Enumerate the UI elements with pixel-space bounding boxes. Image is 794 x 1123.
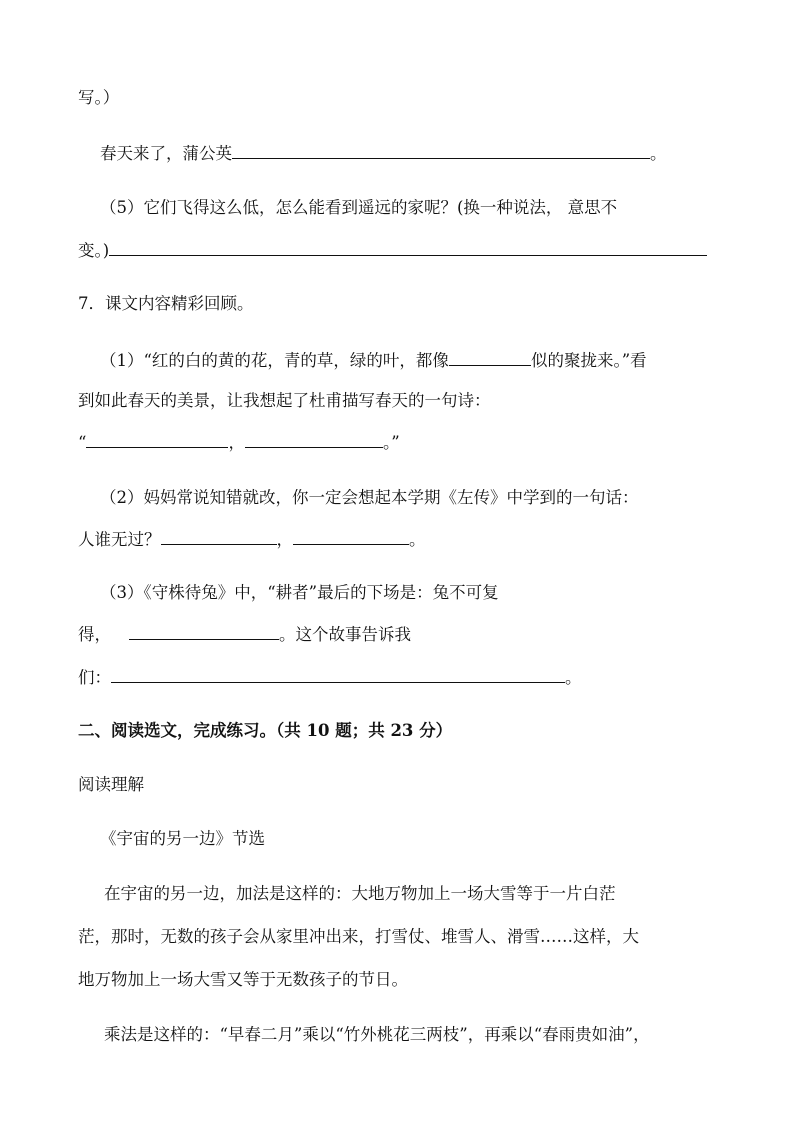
period: 。: [565, 668, 582, 687]
q7-item-3-text: 得，: [78, 625, 111, 644]
q7-item-1-line-3: [78, 432, 400, 454]
passage-paragraph-2-line-1: 乘法是这样的：“早春二月”乘以“竹外桃花三两枝”，再乘以“春雨贵如油”，: [104, 1025, 650, 1044]
answer-blank[interactable]: [245, 432, 383, 448]
period: 。: [409, 530, 426, 549]
passage-paragraph-1-line-2: 茫，那时，无数的孩子会从家里冲出来，打雪仗、堆雪人、滑雪……这样，大: [78, 927, 639, 946]
answer-blank[interactable]: [129, 624, 279, 640]
close-quote: 。”: [382, 433, 400, 452]
q7-item-3-line-3: [78, 667, 582, 689]
q7-item-3-line-1: （3）《守株待兔》中，“耕者”最后的下场是：兔不可复: [100, 583, 499, 602]
q7-item-1-line-2: 到如此春天的美景，让我想起了杜甫描写春天的一句诗：: [78, 391, 491, 410]
q6-line-2: [100, 143, 667, 165]
passage-paragraph-1-line-1: 在宇宙的另一边，加法是这样的：大地万物加上一场大雪等于一片白茫: [104, 884, 616, 903]
answer-blank[interactable]: [232, 143, 650, 159]
q6-line-1: 写。）: [78, 88, 120, 107]
section-heading: 二、阅读选文，完成练习。（共 10 题；共 23 分）: [78, 721, 453, 740]
answer-blank[interactable]: [161, 529, 277, 545]
q6-item-5-answer: [78, 240, 707, 262]
passage-title: 《宇宙的另一边》节选: [100, 829, 265, 848]
q7-item-2-line-1: （2）妈妈常说知错就改，你一定会想起本学期《左传》中学到的一句话：: [100, 488, 639, 507]
q6-item-5: （5）它们飞得这么低，怎么能看到遥远的家呢？(换一种说法， 意思不: [100, 198, 618, 217]
comma: ，: [228, 433, 245, 452]
q6-item-5-text: 变。): [78, 241, 110, 260]
q7-item-1-line-1: [100, 350, 647, 372]
answer-blank[interactable]: [86, 432, 228, 448]
section-subheading: 阅读理解: [78, 775, 144, 794]
answer-blank[interactable]: [449, 350, 531, 366]
q7-item-3-text-end: 。这个故事告诉我: [279, 625, 411, 644]
q6-line-2-end: 。: [650, 144, 667, 163]
passage-paragraph-1-line-3: 地万物加上一场大雪又等于无数孩子的节日。: [78, 970, 408, 989]
answer-blank[interactable]: [109, 240, 707, 256]
q7-item-1-text: （1）“红的白的黄的花，青的草，绿的叶，都像: [100, 351, 449, 370]
answer-blank[interactable]: [293, 529, 409, 545]
q7-item-3-line-3-text: 们：: [78, 668, 111, 687]
q6-line-2-text: 春天来了，蒲公英: [100, 144, 232, 163]
comma: ，: [276, 530, 293, 549]
q7-item-2-line-2: [78, 529, 426, 551]
open-quote: “: [78, 433, 87, 452]
answer-blank[interactable]: [111, 667, 565, 683]
q7-item-2-text: 人谁无过？: [78, 530, 161, 549]
q7-item-1-text-end: 似的聚拢来。”看: [530, 351, 647, 370]
q7-title: 7．课文内容精彩回顾。: [78, 294, 254, 313]
q7-item-3-line-2: [78, 624, 411, 646]
